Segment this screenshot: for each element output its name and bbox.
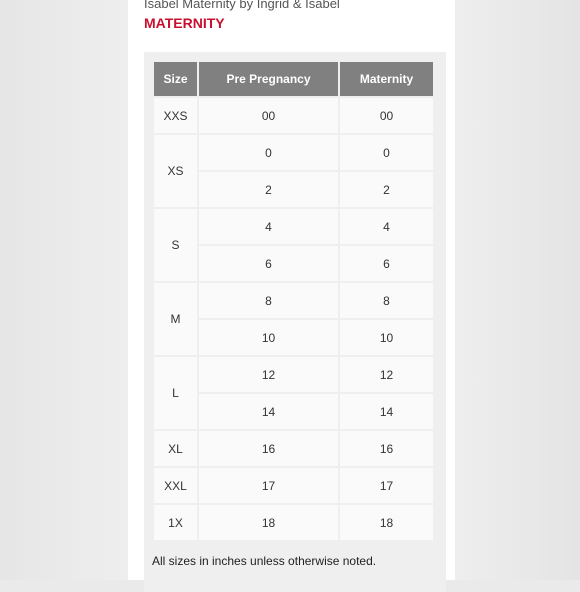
pre-pregnancy-cell: 2 (199, 172, 338, 207)
size-cell: M (154, 283, 197, 355)
maternity-cell: 6 (340, 246, 433, 281)
maternity-cell: 17 (340, 468, 433, 503)
footnote: All sizes in inches unless otherwise noted. (152, 554, 377, 568)
size-cell: L (154, 357, 197, 429)
section-heading: MATERNITY (144, 15, 225, 31)
pre-pregnancy-cell: 17 (199, 468, 338, 503)
pre-pregnancy-cell: 12 (199, 357, 338, 392)
pre-pregnancy-cell: 6 (199, 246, 338, 281)
pre-pregnancy-cell: 00 (199, 98, 338, 133)
table-row (154, 505, 433, 540)
size-cell: XL (154, 431, 197, 466)
background-right (455, 0, 580, 580)
pre-pregnancy-cell: 16 (199, 431, 338, 466)
table-body (154, 98, 433, 540)
table-header-row (154, 62, 433, 96)
maternity-cell: 10 (340, 320, 433, 355)
pre-pregnancy-cell: 10 (199, 320, 338, 355)
pre-pregnancy-cell: 14 (199, 394, 338, 429)
maternity-cell: 16 (340, 431, 433, 466)
background-left (0, 0, 128, 580)
table-row (154, 209, 433, 244)
column-header-size: Size (154, 62, 197, 96)
table-row (154, 283, 433, 318)
size-cell: XXS (154, 98, 197, 133)
maternity-cell: 8 (340, 283, 433, 318)
page-content (128, 0, 455, 580)
size-cell: 1X (154, 505, 197, 540)
table-row (154, 468, 433, 503)
table-row (154, 431, 433, 466)
column-header-maternity: Maternity (340, 62, 433, 96)
pre-pregnancy-cell: 8 (199, 283, 338, 318)
size-cell: XXL (154, 468, 197, 503)
maternity-cell: 0 (340, 135, 433, 170)
pre-pregnancy-cell: 4 (199, 209, 338, 244)
maternity-cell: 4 (340, 209, 433, 244)
table-row (154, 357, 433, 392)
size-chart-table (152, 60, 435, 542)
brand-line: Isabel Maternity by Ingrid & Isabel (144, 0, 340, 11)
size-cell: S (154, 209, 197, 281)
column-header-pre-pregnancy: Pre Pregnancy (199, 62, 338, 96)
size-chart-panel (144, 52, 446, 592)
table-row (154, 98, 433, 133)
pre-pregnancy-cell: 0 (199, 135, 338, 170)
table-row (154, 135, 433, 170)
pre-pregnancy-cell: 18 (199, 505, 338, 540)
maternity-cell: 2 (340, 172, 433, 207)
maternity-cell: 14 (340, 394, 433, 429)
maternity-cell: 00 (340, 98, 433, 133)
maternity-cell: 12 (340, 357, 433, 392)
maternity-cell: 18 (340, 505, 433, 540)
size-cell: XS (154, 135, 197, 207)
